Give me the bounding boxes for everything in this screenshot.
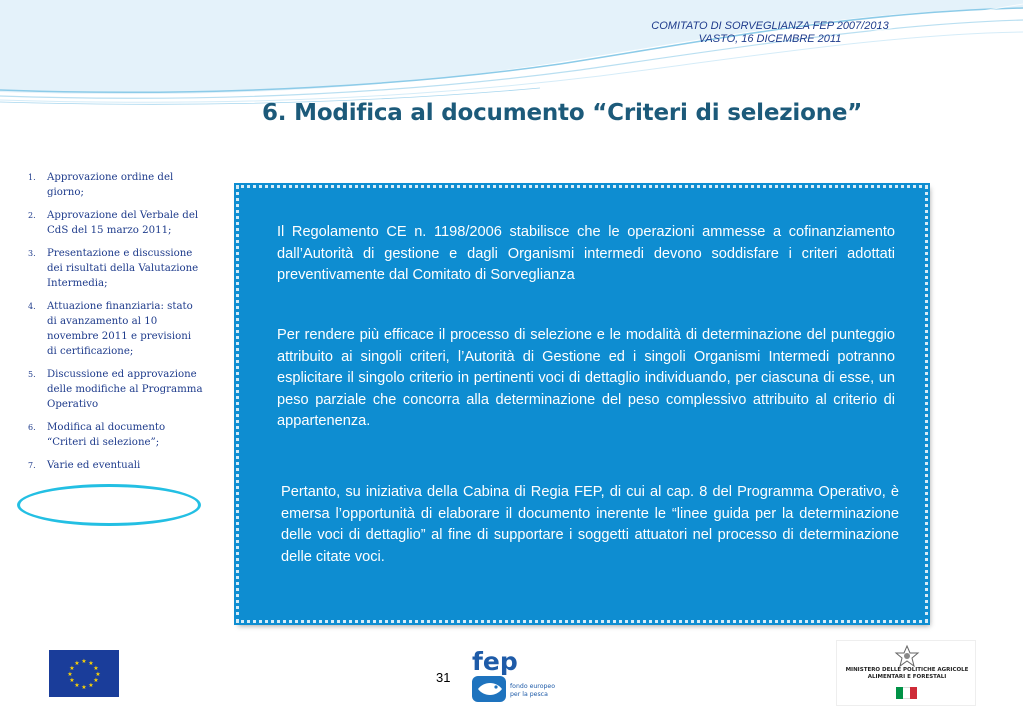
agenda-item: [28, 458, 203, 473]
meeting-title: COMITATO DI SORVEGLIANZA FEP 2007/2013: [651, 20, 889, 32]
paragraph-guidelines: Pertanto, su iniziativa della Cabina di Regia FEP, di cui al cap. 8 del Programma Operativo, è emersa l’opportunità di elaborare il documento inerente le “linee guida per la determinazione delle voci di dettaglio” al fine di supportare i soggetti attuatori nel processo di determinazione delle citate voci.: [281, 484, 899, 565]
fep-logo-subtitle-1: fondo europeo: [510, 683, 556, 690]
svg-text:★: ★: [93, 665, 99, 672]
header-waves: [0, 0, 1023, 110]
agenda-item-text: Presentazione e discussione dei risultati della Valutazione Intermedia;: [47, 248, 199, 289]
page-number: 31: [436, 670, 451, 685]
agenda-item-text: Approvazione ordine del giorno;: [47, 172, 174, 198]
agenda-item-text: Attuazione finanziaria: stato di avanzamento al 10 novembre 2011 e previsioni di certificazione;: [47, 301, 193, 357]
agenda-item-current: [28, 420, 203, 450]
svg-text:★: ★: [69, 677, 75, 684]
svg-text:★: ★: [81, 684, 87, 691]
agenda-item-text: Discussione ed approvazione delle modifiche al Programma Operativo: [47, 369, 203, 410]
agenda-item-number: 7.: [28, 461, 36, 470]
fep-logo-icon: [470, 646, 556, 706]
italian-flag-icon: [896, 687, 917, 699]
svg-text:★: ★: [81, 658, 87, 665]
agenda-item-text: Varie ed eventuali: [47, 460, 141, 471]
svg-text:★: ★: [95, 671, 101, 678]
meeting-date: VASTO, 16 DICEMBRE 2011: [698, 33, 842, 45]
agenda-list: [28, 170, 203, 481]
svg-text:★: ★: [88, 660, 94, 667]
svg-text:★: ★: [88, 682, 94, 689]
agenda-item: [28, 367, 203, 412]
paragraph-regulation: Il Regolamento CE n. 1198/2006 stabilisce che le operazioni ammesse a cofinanziamento dall’Autorità di gestione e dagli Organismi intermedi devono soddisfare i criteri adottati preventivamente dal Comitato di Sorveglianza: [277, 224, 895, 283]
paragraph-selection-process: Per rendere più efficace il processo di selezione e le modalità di determinazione del punteggio attribuito ai singoli criteri, l’Autorità di Gestione ed i singoli Organismi Intermedi potranno esplicitare il singolo criterio in pertinenti voci di dettaglio individuando, per ciascuna di esse, un peso parziale che concorra alla determinazione del peso complessivo attribuito al criterio di appartenenza.: [277, 327, 895, 429]
eu-flag-icon: [49, 650, 119, 697]
meeting-header: [600, 20, 940, 46]
slide-title: 6. Modifica al documento “Criteri di selezione”: [262, 100, 863, 126]
svg-text:★: ★: [74, 682, 80, 689]
current-item-highlight: [17, 484, 201, 526]
ministry-emblem-icon: [893, 645, 921, 667]
fep-logo-subtitle-2: per la pesca: [510, 691, 548, 698]
agenda-item-number: 3.: [28, 249, 36, 258]
agenda-item-text: Modifica al documento “Criteri di selezione”;: [47, 422, 166, 448]
ministry-logo: [836, 640, 976, 706]
svg-text:★: ★: [74, 660, 80, 667]
agenda-item-number: 6.: [28, 423, 36, 432]
ministry-name: MINISTERO DELLE POLITICHE AGRICOLE ALIMENTARI E FORESTALI: [845, 667, 969, 680]
svg-text:★: ★: [69, 665, 75, 672]
agenda-item: [28, 208, 203, 238]
fep-logo-word: fep: [472, 647, 518, 676]
agenda-item: [28, 170, 203, 200]
content-box: [236, 185, 928, 623]
agenda-item: [28, 299, 203, 359]
agenda-item-number: 4.: [28, 302, 36, 311]
svg-text:★: ★: [93, 677, 99, 684]
agenda-item-text: Approvazione del Verbale del CdS del 15 marzo 2011;: [47, 210, 199, 236]
svg-text:★: ★: [67, 671, 73, 678]
agenda-item-number: 1.: [28, 173, 36, 182]
agenda-item-number: 5.: [28, 370, 36, 379]
agenda-item: [28, 246, 203, 291]
agenda-item-number: 2.: [28, 211, 36, 220]
